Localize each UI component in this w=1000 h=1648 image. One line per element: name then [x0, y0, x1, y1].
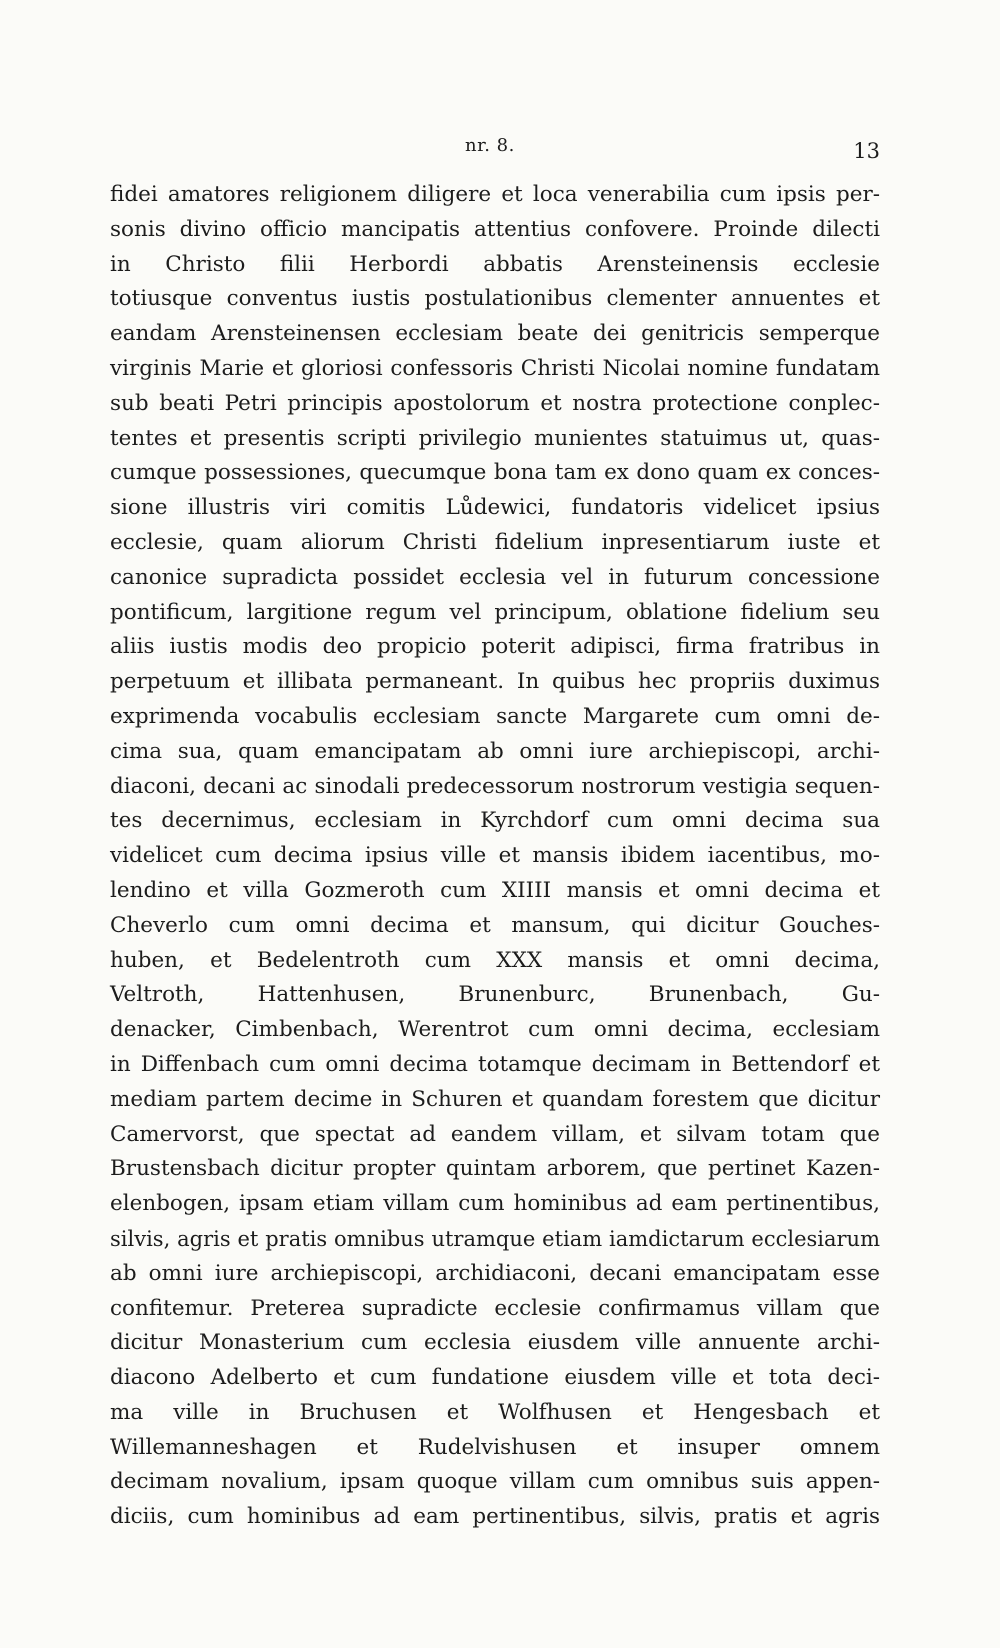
text-line: Camervorst, que spectat ad eandem villam, et silvam totam que	[110, 1121, 880, 1147]
text-line: aliis iustis modis deo propicio poterit adipisci, firma fratribus in	[110, 634, 880, 660]
text-line: fidei amatores religionem diligere et loca venerabilia cum ipsis per-	[110, 182, 880, 207]
text-line: pontificum, largitione regum vel principum, oblatione fidelium seu	[110, 599, 880, 625]
text-line: exprimenda vocabulis ecclesiam sancte Margarete cum omni de-	[110, 703, 880, 729]
text-line: tentes et presentis scripti privilegio munientes statuimus ut, quas-	[110, 425, 880, 451]
text-line: diaconi, decani ac sinodali predecessorum nostrorum vestigia sequen-	[110, 773, 880, 799]
text-line: Veltroth, Hattenhusen, Brunenburc, Brunenbach, Gu-	[110, 982, 880, 1008]
text-line: dicitur Monasterium cum ecclesia eiusdem ville annuente archi-	[110, 1330, 880, 1356]
text-line: ecclesie, quam aliorum Christi fidelium inpresentiarum iuste et	[110, 529, 880, 555]
body-text	[110, 178, 880, 1535]
text-line: elenbogen, ipsam etiam villam cum hominibus ad eam pertinentibus,	[110, 1191, 880, 1217]
text-line: huben, et Bedelentroth cum XXX mansis et omni decima,	[110, 947, 880, 973]
text-line: tes decernimus, ecclesiam in Kyrchdorf cum omni decima sua	[110, 808, 880, 834]
running-head	[110, 135, 880, 165]
running-title: nr. 8.	[465, 135, 515, 156]
text-line: cumque possessiones, quecumque bona tam ex dono quam ex conces-	[110, 460, 880, 486]
text-line: sonis divino officio mancipatis attentius confovere. Proinde dilecti	[110, 216, 880, 242]
text-line: videlicet cum decima ipsius ville et mansis ibidem iacentibus, mo-	[110, 843, 880, 869]
text-line: perpetuum et illibata permaneant. In quibus hec propriis duximus	[110, 669, 880, 695]
page-number: 13	[853, 139, 880, 163]
text-line: in Diffenbach cum omni decima totamque decimam in Bettendorf et	[110, 1051, 880, 1077]
text-line: totiusque conventus iustis postulationibus clementer annuentes et	[110, 286, 880, 312]
text-line: decimam novalium, ipsam quoque villam cum omnibus suis appen-	[110, 1469, 880, 1495]
text-line: ma ville in Bruchusen et Wolfhusen et Hengesbach et	[110, 1399, 880, 1425]
text-line: denacker, Cimbenbach, Werentrot cum omni decima, ecclesiam	[110, 1017, 880, 1043]
text-line: in Christo filii Herbordi abbatis Arensteinensis ecclesie	[110, 251, 880, 277]
text-line: sub beati Petri principis apostolorum et nostra protectione conplec-	[110, 390, 880, 416]
text-line: Willemanneshagen et Rudelvishusen et insuper omnem	[110, 1434, 880, 1460]
text-line: virginis Marie et gloriosi confessoris Christi Nicolai nomine fundatam	[110, 355, 880, 381]
text-line: eandam Arensteinensen ecclesiam beate dei genitricis semperque	[110, 321, 880, 347]
text-line: sione illustris viri comitis Lůdewici, fundatoris videlicet ipsius	[110, 495, 880, 521]
text-line: canonice supradicta possidet ecclesia vel in futurum concessione	[110, 564, 880, 590]
text-line: Brustensbach dicitur propter quintam arborem, que pertinet Kazen-	[110, 1156, 880, 1182]
text-line: silvis, agris et pratis omnibus utramque etiam iamdictarum ecclesiarum	[110, 1226, 880, 1251]
text-line: mediam partem decime in Schuren et quandam forestem que dicitur	[110, 1086, 880, 1112]
text-line: lendino et villa Gozmeroth cum XIIII mansis et omni decima et	[110, 877, 880, 903]
text-line: cima sua, quam emancipatam ab omni iure archiepiscopi, archi-	[110, 738, 880, 764]
text-line: Cheverlo cum omni decima et mansum, qui dicitur Gouches-	[110, 912, 880, 938]
text-line: diciis, cum hominibus ad eam pertinentibus, silvis, pratis et agris	[110, 1504, 880, 1530]
text-line: diacono Adelberto et cum fundatione eiusdem ville et tota deci-	[110, 1365, 880, 1391]
text-line: confitemur. Preterea supradicte ecclesie confirmamus villam que	[110, 1295, 880, 1321]
text-line: ab omni iure archiepiscopi, archidiaconi, decani emancipatam esse	[110, 1260, 880, 1286]
